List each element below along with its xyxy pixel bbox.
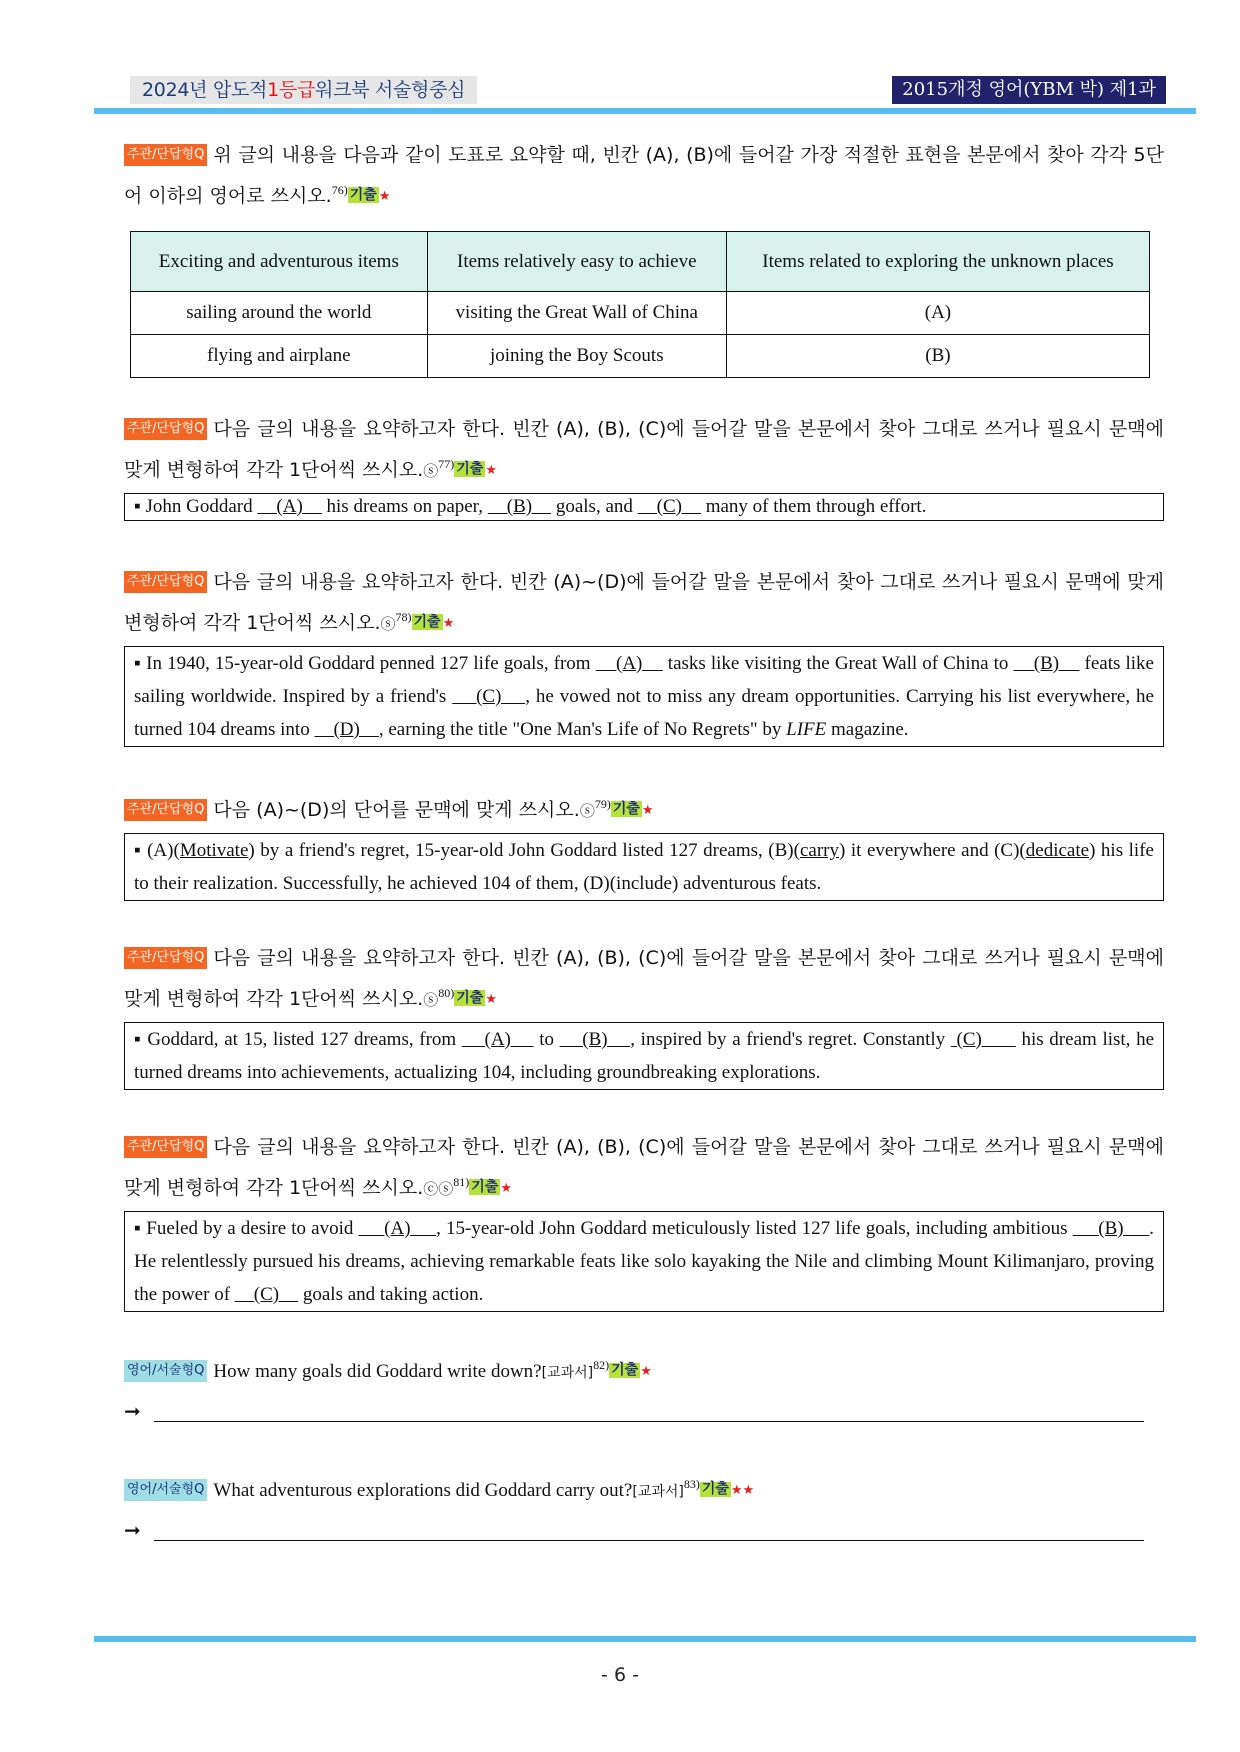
header-divider	[94, 108, 1196, 114]
bullet-icon: ▪	[134, 840, 142, 861]
summary-text: , earning the title "One Man's Life of No Regrets" by	[378, 719, 787, 740]
blank-cell-a: (A)	[726, 292, 1149, 335]
gichul-badge: 기출	[456, 990, 484, 1006]
summary-box	[124, 646, 1164, 747]
question-prompt	[124, 138, 1164, 214]
question-type-tag: 주관/단답형Q	[124, 947, 207, 969]
summary-text: , he vowed not to miss any dream opportunities. Carrying his list everywhere, he turned 104 dreams into	[134, 686, 1154, 740]
blank-cell-b: (B)	[726, 335, 1149, 378]
summary-box	[124, 1211, 1164, 1312]
prompt-text: 다음 글의 내용을 요약하고자 한다. 빈칸 (A), (B), (C)에 들어갈 말을 본문에서 찾아 그대로 쓰거나 필요시 문맥에 맞게 변형하여 각각 1단어씩 쓰시오.	[124, 418, 1164, 481]
summary-text: goals, and	[551, 496, 638, 517]
source-marker: ⓢ	[579, 802, 595, 820]
gichul-badge: 기출	[456, 461, 484, 477]
word-a: Motivate	[179, 840, 249, 861]
prompt-text: 다음 글의 내용을 요약하고자 한다. 빈칸 (A), (B), (C)에 들어갈 말을 본문에서 찾아 그대로 쓰거나 필요시 문맥에 맞게 변형하여 각각 1단어씩 쓰시오.	[124, 947, 1164, 1010]
gichul-badge: 기출	[611, 1363, 639, 1378]
question-prompt	[124, 412, 1164, 489]
question-prompt	[124, 1130, 1164, 1207]
summary-text: Goddard, at 15, listed 127 dreams, from	[141, 1029, 462, 1050]
summary-text: goals and taking action.	[298, 1284, 484, 1305]
blank-b[interactable]: (B)	[487, 496, 552, 517]
table-cell: joining the Boy Scouts	[427, 335, 726, 378]
arrow-icon: ➞	[124, 1399, 141, 1423]
question-79	[124, 787, 1164, 901]
summary-box	[124, 833, 1164, 901]
summary-text: . He relentlessly pursued his dreams, achieving remarkable feats like solo kayaking the Nile and climbing Mount Kilimanjaro, proving the power of	[134, 1218, 1154, 1305]
summary-text: magazine.	[826, 719, 909, 740]
star-icon: ★	[442, 616, 455, 631]
table-cell: visiting the Great Wall of China	[427, 292, 726, 335]
gichul-badge: 기출	[471, 1179, 499, 1195]
answer-line[interactable]	[154, 1421, 1144, 1422]
blank-b[interactable]: (B)	[559, 1029, 631, 1050]
blank-d[interactable]: (D)	[314, 719, 379, 740]
summary-table	[130, 231, 1150, 378]
blank-a[interactable]: (A)	[358, 1218, 437, 1239]
summary-text: John Goddard	[140, 496, 258, 517]
summary-text: his dream list, he turned dreams into achievements, actualizing 104, including groundbreaking explorations.	[134, 1029, 1155, 1083]
star-icon: ★	[485, 463, 497, 478]
workbook-title	[130, 76, 477, 104]
prompt-text: What adventurous explorations did Goddard carry out?	[213, 1480, 633, 1501]
question-type-tag: 주관/단답형Q	[124, 571, 207, 593]
worksheet-content	[124, 138, 1164, 1546]
answer-line[interactable]	[154, 1540, 1144, 1541]
answer-row	[124, 1516, 1164, 1546]
table-header: Items related to exploring the unknown places	[726, 232, 1149, 292]
word-b: carry	[799, 840, 839, 861]
question-prompt	[124, 787, 1164, 829]
workbook-title-highlight: 1등급	[267, 79, 316, 101]
prompt-text: How many goals did Goddard write down?	[213, 1361, 542, 1382]
course-title: 2015개정 영어(YBM 박) 제1과	[892, 76, 1166, 104]
question-type-tag: 영어/서술형Q	[124, 1479, 207, 1501]
blank-a[interactable]: (A)	[595, 653, 663, 674]
star-icon: ★	[640, 1363, 652, 1378]
magazine-name: LIFE	[786, 719, 827, 740]
footnote-ref: 76)	[331, 183, 348, 197]
source-marker: ⓒⓢ	[423, 1180, 454, 1198]
arrow-icon: ➞	[124, 1518, 141, 1542]
question-type-tag: 주관/단답형Q	[124, 799, 207, 821]
question-type-tag: 영어/서술형Q	[124, 1360, 207, 1382]
table-header-row	[131, 232, 1150, 292]
page-number: - 6 -	[601, 1664, 639, 1686]
source-marker: ⓢ	[423, 462, 439, 480]
question-type-tag: 주관/단답형Q	[124, 1136, 207, 1158]
blank-c[interactable]: (C)	[637, 496, 701, 517]
word-c: dedicate	[1025, 840, 1090, 861]
blank-a[interactable]: (A)	[257, 496, 322, 517]
blank-c[interactable]: (C)	[234, 1284, 299, 1305]
workbook-title-suffix: 워크북 서술형중심	[315, 79, 466, 101]
summary-text: ) his life to their realization. Successfully, he achieved 104 of them, (D)(include) adventurous feats.	[134, 840, 1154, 894]
table-header: Items relatively easy to achieve	[427, 232, 726, 292]
star-icon: ★	[500, 1181, 512, 1196]
question-prompt	[124, 1348, 1164, 1391]
footer-divider	[94, 1636, 1196, 1642]
question-80	[124, 941, 1164, 1090]
summary-text: tasks like visiting the Great Wall of China to	[662, 653, 1014, 674]
footnote-ref: 81)	[453, 1175, 470, 1189]
star-icon: ★	[641, 803, 654, 818]
summary-text: In 1940, 15-year-old Goddard penned 127 life goals, from	[141, 653, 596, 674]
question-81	[124, 1130, 1164, 1312]
star-icon: ★★	[730, 1482, 755, 1497]
table-cell: sailing around the world	[131, 292, 428, 335]
question-type-tag: 주관/단답형Q	[124, 144, 207, 166]
gichul-badge: 기출	[413, 614, 441, 630]
source-marker: ⓢ	[423, 991, 439, 1009]
prompt-text: 위 글의 내용을 다음과 같이 도표로 요약할 때, 빈칸 (A), (B)에 들어갈 가장 적절한 표현을 본문에서 찾아 각각 5단어 이하의 영어로 쓰시오.	[124, 144, 1164, 207]
answer-row	[124, 1397, 1164, 1427]
source-marker: ⓢ	[380, 615, 396, 633]
table-cell: flying and airplane	[131, 335, 428, 378]
source-label: [교과서]	[541, 1365, 594, 1381]
blank-b[interactable]: (B)	[1013, 653, 1080, 674]
blank-a[interactable]: (A)	[461, 1029, 534, 1050]
gichul-badge: 기출	[701, 1482, 729, 1497]
footnote-ref: 78)	[395, 610, 412, 624]
blank-b[interactable]: (B)	[1072, 1218, 1150, 1239]
gichul-badge: 기출	[612, 801, 640, 817]
summary-box	[124, 1022, 1164, 1090]
bullet-icon: ▪	[134, 653, 142, 674]
summary-text: many of them through effort.	[700, 496, 927, 517]
summary-text: to	[533, 1029, 560, 1050]
question-76	[124, 138, 1164, 378]
bullet-icon: ▪	[134, 1029, 142, 1050]
question-77	[124, 412, 1164, 521]
summary-text: Fueled by a desire to avoid	[141, 1218, 359, 1239]
prompt-text: 다음 글의 내용을 요약하고자 한다. 빈칸 (A), (B), (C)에 들어갈 말을 본문에서 찾아 그대로 쓰거나 필요시 문맥에 맞게 변형하여 각각 1단어씩 쓰시오.	[124, 1136, 1164, 1199]
bullet-icon: ▪	[134, 496, 141, 517]
summary-text: , inspired by a friend's regret. Constantly	[630, 1029, 951, 1050]
workbook-title-prefix: 2024년 압도적	[142, 79, 268, 101]
question-prompt	[124, 565, 1164, 642]
footnote-ref: 80)	[438, 986, 455, 1000]
page-header	[94, 76, 1196, 116]
footnote-ref: 83)	[683, 1477, 700, 1491]
summary-text: feats like sailing worldwide. Inspired by a friend's	[134, 653, 1154, 707]
question-prompt	[124, 1467, 1164, 1510]
summary-text: (A)(	[141, 840, 180, 861]
blank-c[interactable]: (C)	[452, 686, 526, 707]
table-row	[131, 335, 1150, 378]
table-header: Exciting and adventurous items	[131, 232, 428, 292]
summary-box	[124, 493, 1164, 521]
summary-text: ) it everywhere and (C)(	[839, 840, 1026, 861]
question-78	[124, 565, 1164, 747]
question-82	[124, 1348, 1164, 1427]
prompt-text: 다음 글의 내용을 요약하고자 한다. 빈칸 (A)~(D)에 들어갈 말을 본문에서 찾아 그대로 쓰거나 필요시 문맥에 맞게 변형하여 각각 1단어씩 쓰시오.	[124, 571, 1164, 634]
question-type-tag: 주관/단답형Q	[124, 418, 207, 440]
footnote-ref: 77)	[438, 457, 455, 471]
star-icon: ★	[485, 992, 497, 1007]
summary-text: , 15-year-old John Goddard meticulously listed 127 life goals, including ambitious	[436, 1218, 1073, 1239]
question-prompt	[124, 941, 1164, 1018]
summary-text: ) by a friend's regret, 15-year-old John Goddard listed 127 dreams, (B)(	[248, 840, 800, 861]
star-icon: ★	[378, 189, 391, 204]
gichul-badge: 기출	[349, 187, 377, 203]
table-row	[131, 292, 1150, 335]
footnote-ref: 79)	[594, 797, 611, 811]
footnote-ref: 82)	[593, 1358, 610, 1372]
source-label: [교과서]	[632, 1484, 684, 1500]
prompt-text: 다음 (A)~(D)의 단어를 문맥에 맞게 쓰시오.	[213, 799, 580, 821]
bullet-icon: ▪	[134, 1218, 142, 1239]
blank-c[interactable]: (C)	[950, 1029, 1016, 1050]
question-83	[124, 1467, 1164, 1546]
summary-text: his dreams on paper,	[321, 496, 488, 517]
